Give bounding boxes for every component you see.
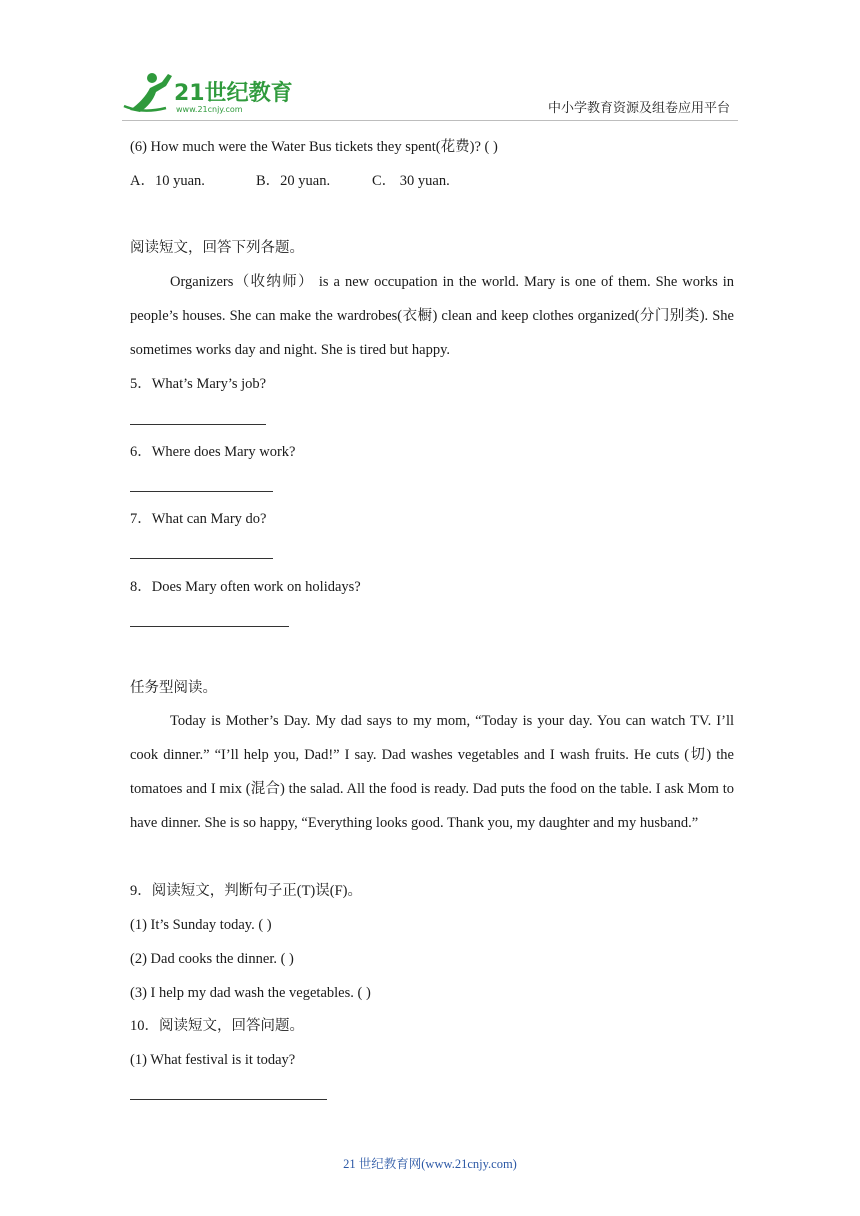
runner-logo-icon bbox=[122, 70, 292, 116]
q10-item-1: (1) What festival is it today? bbox=[130, 1052, 296, 1068]
answer-line-10-1[interactable] bbox=[130, 1099, 327, 1100]
option-c: C． 30 yuan. bbox=[372, 173, 450, 189]
reading1-passage bbox=[130, 265, 734, 367]
reading1-instruction: 阅读短文，回答下列各题。 bbox=[130, 240, 304, 256]
question-5: 5．What’s Mary’s job? bbox=[130, 376, 267, 392]
question-9-title: 9．阅读短文，判断句子正(T)误(F)。 bbox=[130, 883, 362, 899]
option-b: B．20 yuan. bbox=[256, 173, 331, 189]
question-6: 6．Where does Mary work? bbox=[130, 444, 296, 460]
passage-text: Organizers（收纳师） is a new occupation in the world. Mary is one of them. She works in people’s houses. She can make the wardrobes(衣橱) clean and keep clothes organized(分门别类). She sometimes works day and night. She is tired but happy. bbox=[130, 274, 734, 358]
answer-line-7[interactable] bbox=[130, 558, 273, 559]
passage-text: Today is Mother’s Day. My dad says to my mom, “Today is your day. You can watch TV. I’ll cook dinner.” “I’ll help you, Dad!” I say. Dad washes vegetables and I wash fruits. He cuts (切) the tomatoes and I mix (混合) the salad. All the food is ready. Dad puts the food on the table. I ask Mom to have dinner. She is so happy, “Everything looks good. Thank you, my daughter and my husband.” bbox=[130, 713, 734, 831]
svg-text:www.21cnjy.com: www.21cnjy.com bbox=[176, 105, 243, 114]
answer-line-5[interactable] bbox=[130, 424, 266, 425]
site-tagline: 中小学教育资源及组卷应用平台 bbox=[547, 101, 730, 116]
answer-line-8[interactable] bbox=[130, 626, 289, 627]
site-logo bbox=[122, 70, 292, 116]
option-a: A．10 yuan. bbox=[130, 173, 205, 189]
q9-item-3: (3) I help my dad wash the vegetables. ( ) bbox=[130, 985, 371, 1001]
reading2-passage bbox=[130, 704, 734, 840]
question-10-title: 10．阅读短文，回答问题。 bbox=[130, 1018, 304, 1034]
q6-options bbox=[130, 171, 450, 191]
page-footer: 21 世纪教育网(www.21cnjy.com) bbox=[343, 1157, 517, 1171]
question-7: 7．What can Mary do? bbox=[130, 511, 267, 527]
svg-text:21世纪教育: 21世纪教育 bbox=[174, 81, 292, 106]
answer-line-6[interactable] bbox=[130, 491, 273, 492]
q9-item-1: (1) It’s Sunday today. ( ) bbox=[130, 917, 272, 933]
reading2-instruction: 任务型阅读。 bbox=[130, 680, 217, 696]
header-divider bbox=[122, 120, 738, 121]
q6-stem: (6) How much were the Water Bus tickets they spent(花费)? ( ) bbox=[130, 139, 498, 155]
q9-item-2: (2) Dad cooks the dinner. ( ) bbox=[130, 951, 294, 967]
question-8: 8．Does Mary often work on holidays? bbox=[130, 579, 361, 595]
